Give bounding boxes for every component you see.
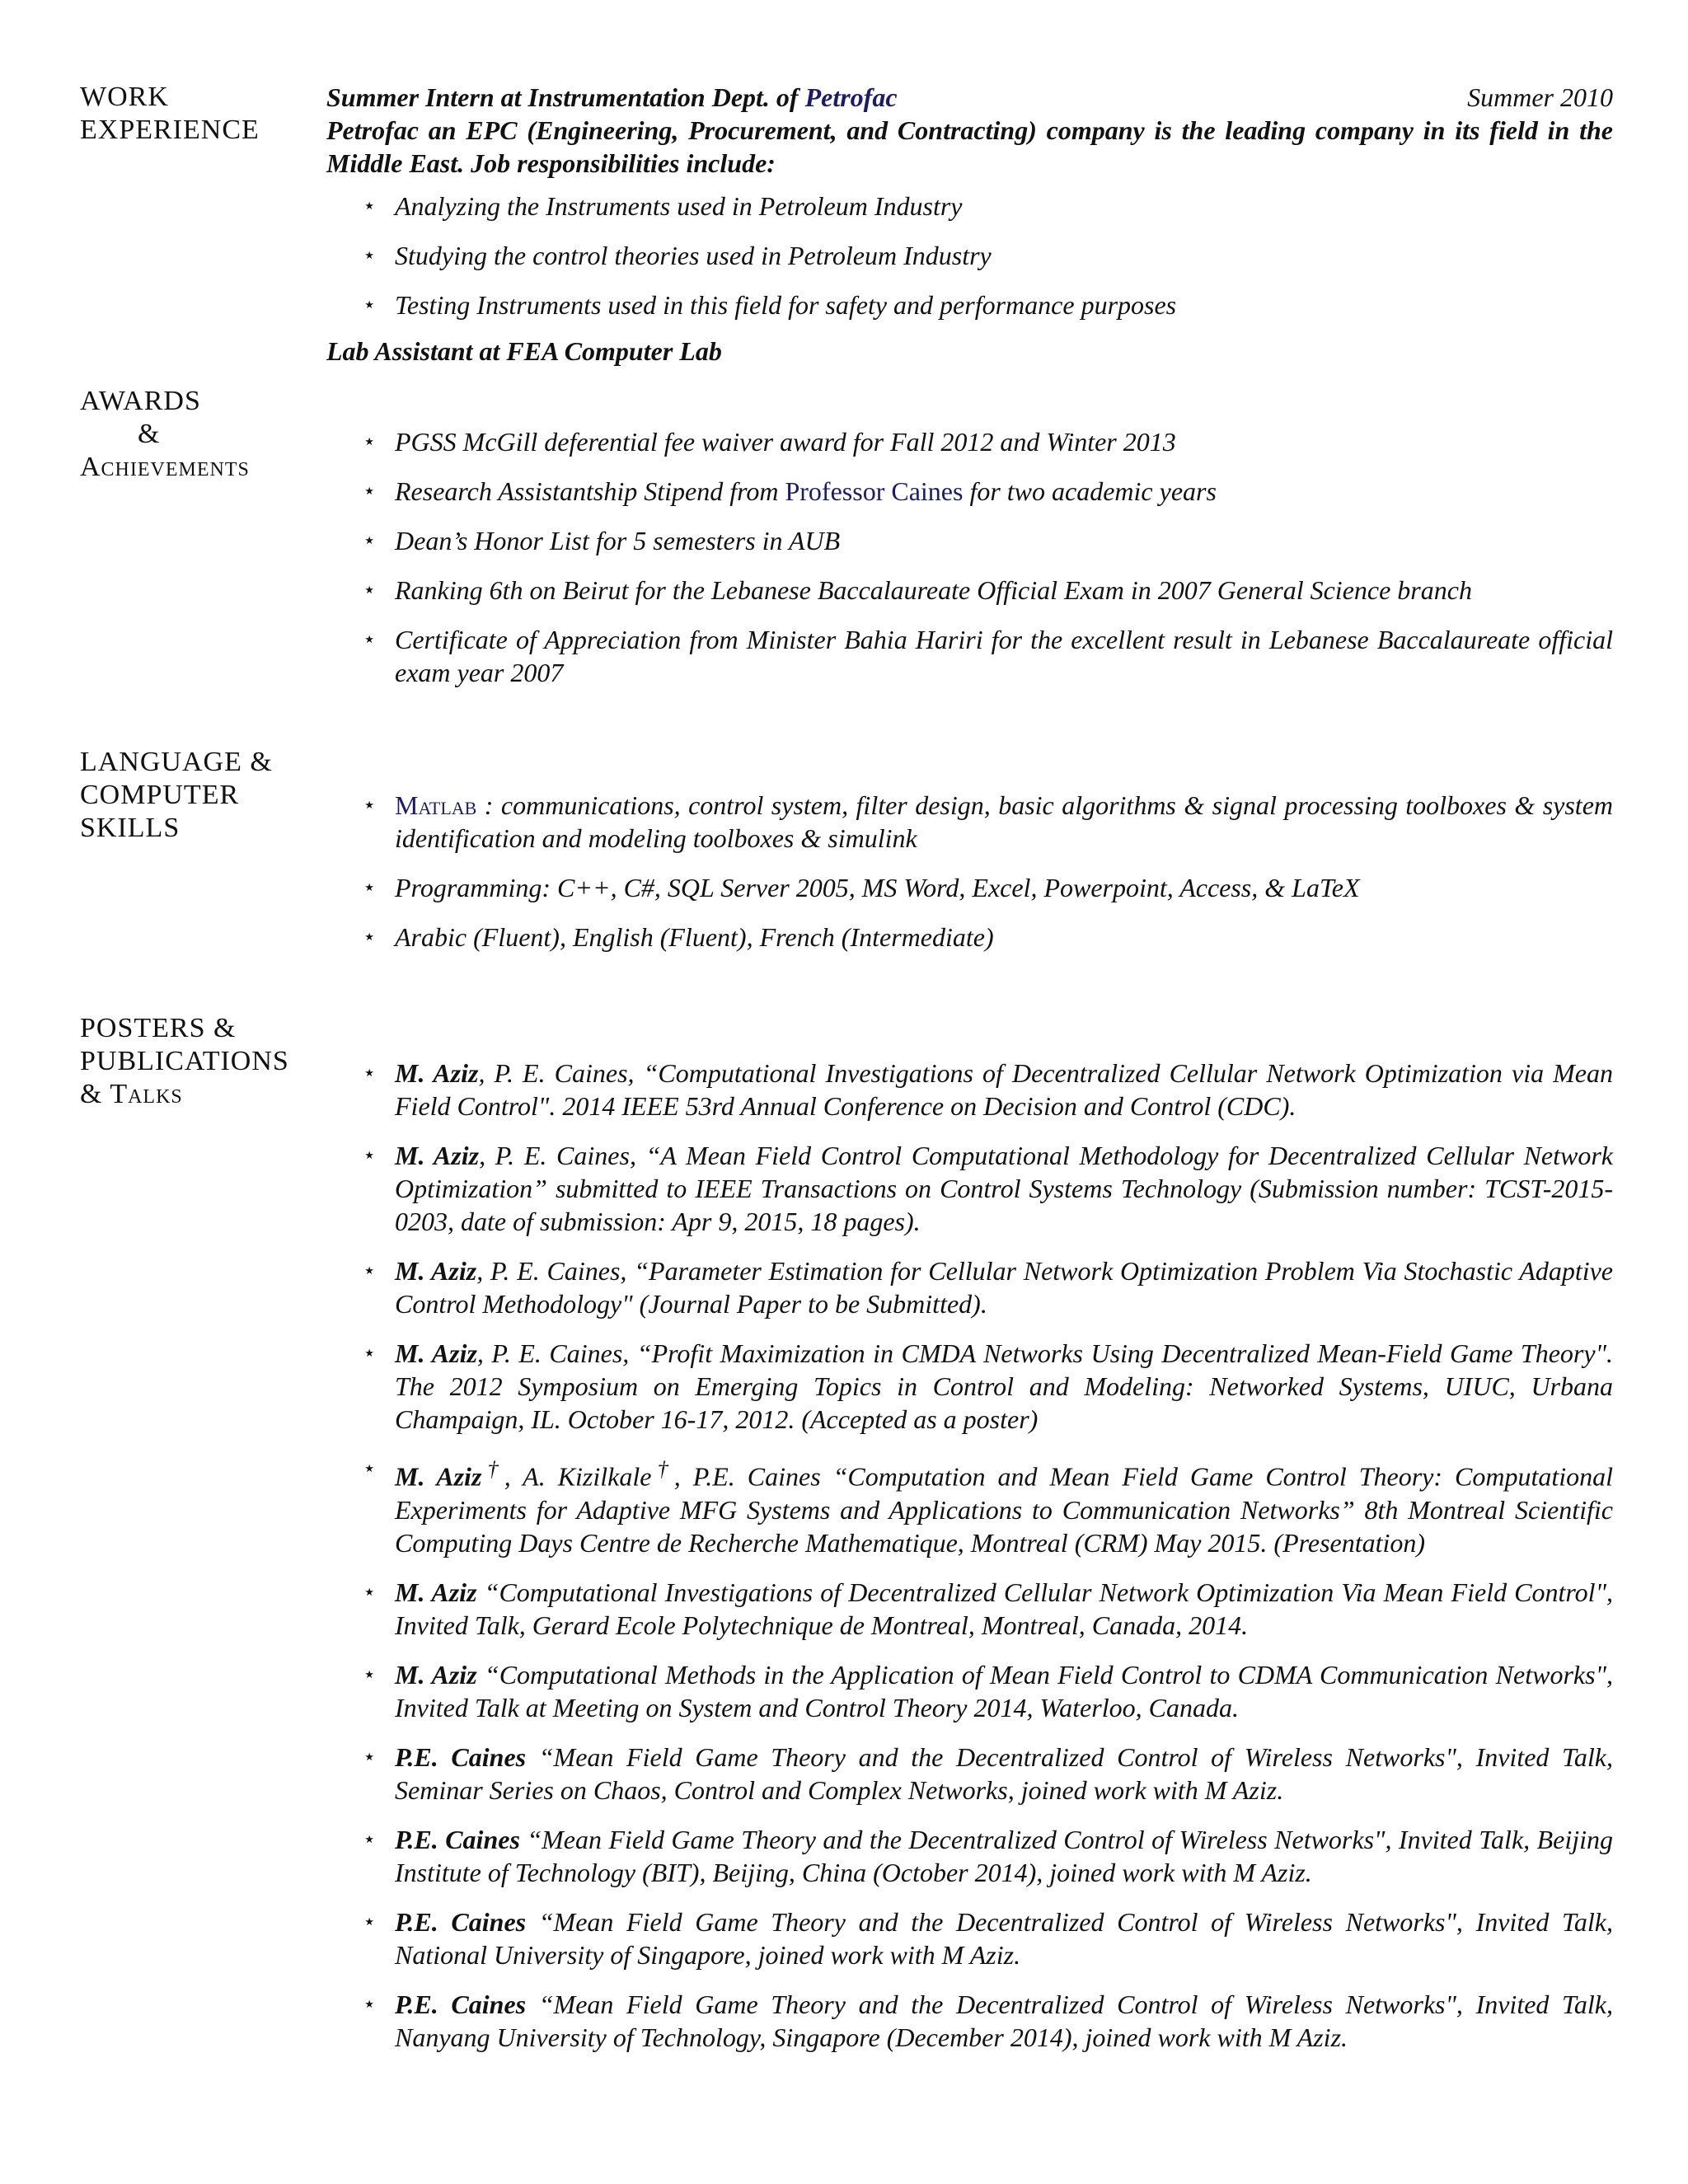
item-text: “Computational Investigations of Decentralized Cellular Network Optimization Via Mean Field Control", Invited Talk, Gerard Ecole Polytechnique de Montreal, Montreal, Canada, 2014. (395, 1577, 1614, 1640)
star-icon: ⋆ (363, 1061, 377, 1085)
star-icon: ⋆ (363, 243, 377, 267)
list-item (326, 1139, 1613, 1238)
label-line: & Talks (80, 1079, 183, 1109)
list-item (326, 1057, 1613, 1122)
list-item (326, 288, 1613, 321)
list-item (326, 574, 1613, 607)
job-title-intern (326, 81, 1613, 114)
list-item (326, 1576, 1613, 1642)
list-item (326, 1905, 1613, 1971)
item-text: “Mean Field Game Theory and the Decentralized Control of Wireless Networks", Invited Talk, Seminar Series on Chaos, Control and Complex Networks, joined work with M Aziz. (395, 1741, 1614, 1805)
dagger-mark: † (651, 1456, 674, 1481)
author-name: M. Aziz (395, 1141, 480, 1170)
publications-label (80, 1012, 319, 1111)
star-icon: ⋆ (363, 1143, 377, 1167)
label-line: COMPUTER (80, 780, 240, 810)
label-line: & (138, 419, 161, 449)
star-icon: ⋆ (363, 925, 377, 949)
skills-body (326, 789, 1613, 970)
list-item (326, 789, 1613, 855)
list-item (326, 921, 1613, 954)
star-icon: ⋆ (363, 1258, 377, 1282)
item-text: , A. Kizilkale (504, 1461, 652, 1492)
author-name: M. Aziz (395, 1461, 482, 1492)
job-title-text: Summer Intern at Instrumentation Dept. of (326, 82, 805, 112)
star-icon: ⋆ (363, 1341, 377, 1365)
item-text: : communications, control system, filter design, basic algorithms & signal processing toolboxes & system identification and modeling toolboxes & simulink (395, 790, 1613, 853)
label-line: LANGUAGE & (80, 747, 273, 777)
professor-caines-link[interactable]: Professor Caines (785, 476, 964, 506)
star-icon: ⋆ (363, 1744, 377, 1769)
item-text: , P. E. Caines, “Parameter Estimation for Cellular Network Optimization Problem Via Stochastic Adaptive Control Methodology" (Journal Paper to be Submitted). (395, 1256, 1614, 1319)
item-text: Analyzing the Instruments used in Petroleum Industry (395, 191, 963, 221)
label-line: AWARDS (80, 386, 201, 416)
label-line: Achievements (80, 452, 250, 482)
star-icon: ⋆ (363, 793, 377, 817)
item-text: Dean’s Honor List for 5 semesters in AUB (395, 526, 841, 555)
skills-list (326, 789, 1613, 954)
author-name: M. Aziz (395, 1659, 477, 1690)
list-item (326, 1452, 1613, 1559)
star-icon: ⋆ (363, 1909, 377, 1933)
job-responsibilities (326, 190, 1613, 321)
list-item (326, 623, 1613, 689)
author-name: M. Aziz (395, 1577, 477, 1607)
list-item (326, 239, 1613, 272)
star-icon: ⋆ (363, 578, 377, 602)
star-icon: ⋆ (363, 1456, 377, 1480)
author-name: P.E. Caines (395, 1989, 527, 2019)
publications-list (326, 1057, 1613, 2054)
list-item (326, 1741, 1613, 1807)
item-text: Testing Instruments used in this field for safety and performance purposes (395, 290, 1177, 320)
item-text: Certificate of Appreciation from Minister Bahia Hariri for the excellent result in Lebanese Baccalaureate official exam year 2007 (395, 625, 1613, 687)
author-name: M. Aziz (395, 1338, 477, 1368)
dagger-mark: † (481, 1456, 504, 1481)
job-date: Summer 2010 (1467, 82, 1613, 112)
star-icon: ⋆ (363, 627, 377, 651)
awards-label (80, 385, 319, 484)
label-line: WORK (80, 82, 169, 112)
item-text: Ranking 6th on Beirut for the Lebanese Baccalaureate Official Exam in 2007 General Science branch (395, 575, 1472, 605)
list-item (326, 1823, 1613, 1889)
item-text: Research Assistantship Stipend from (395, 476, 785, 506)
item-text: , P.E. Caines “Computation and Mean Field Game Control Theory: Computational Experiments for Adaptive MFG Systems and Applications to Communication Networks” 8th Montreal Scientific Computing Days Centre de Recherche Mathematique, Montreal (CRM) May 2015. (Presentation) (395, 1461, 1614, 1558)
matlab-link[interactable]: Matlab (395, 790, 477, 820)
list-item (326, 1337, 1613, 1436)
star-icon: ⋆ (363, 1579, 377, 1604)
author-name: P.E. Caines (395, 1906, 527, 1937)
item-text: Programming: C++, C#, SQL Server 2005, MS Word, Excel, Powerpoint, Access, & LaTeX (395, 873, 1360, 902)
work-experience-label (80, 81, 319, 147)
item-text: “Mean Field Game Theory and the Decentralized Control of Wireless Networks", Invited Talk, Beijing Institute of Technology (BIT), Beijing, China (October 2014), joined work with M Aziz. (395, 1824, 1614, 1887)
list-item (326, 1658, 1613, 1724)
item-text: , P. E. Caines, “A Mean Field Control Computational Methodology for Decentralized Cellular Network Optimization” submitted to IEEE Transactions on Control Systems Technology (Submission number: TCST-2015-0203, date of submission: Apr 9, 2015, 18 pages). (395, 1141, 1614, 1236)
author-name: P.E. Caines (395, 1824, 520, 1854)
star-icon: ⋆ (363, 194, 377, 218)
awards-list (326, 425, 1613, 689)
label-line: EXPERIENCE (80, 115, 260, 145)
star-icon: ⋆ (363, 1826, 377, 1851)
label-line: PUBLICATIONS (80, 1046, 289, 1076)
star-icon: ⋆ (363, 293, 377, 316)
list-item (326, 475, 1613, 508)
company-link[interactable]: Petrofac (804, 82, 898, 112)
item-text: , P. E. Caines, “Profit Maximization in CMDA Networks Using Decentralized Mean-Field Game Theory". The 2012 Symposium on Emerging Topics in Control and Modeling: Networked Systems, UIUC, Urbana Champaign, IL. October 16-17, 2012. (Accepted as a poster) (395, 1338, 1614, 1434)
list-item (326, 1254, 1613, 1320)
star-icon: ⋆ (363, 1991, 377, 2016)
item-text: PGSS McGill deferential fee waiver award for Fall 2012 and Winter 2013 (395, 427, 1176, 457)
list-item (326, 425, 1613, 458)
list-item (326, 871, 1613, 904)
item-text: Arabic (Fluent), English (Fluent), French (Intermediate) (395, 922, 994, 952)
list-item (326, 524, 1613, 557)
star-icon: ⋆ (363, 479, 377, 503)
author-name: P.E. Caines (395, 1741, 527, 1772)
work-experience-body (326, 81, 1613, 368)
star-icon: ⋆ (363, 528, 377, 552)
label-line: SKILLS (80, 813, 181, 843)
star-icon: ⋆ (363, 1661, 377, 1686)
star-icon: ⋆ (363, 875, 377, 899)
list-item (326, 190, 1613, 223)
star-icon: ⋆ (363, 429, 377, 453)
item-text: “Mean Field Game Theory and the Decentralized Control of Wireless Networks", Invited Talk, National University of Singapore, joined work with M Aziz. (395, 1906, 1614, 1970)
skills-label (80, 746, 319, 845)
job-description: Petrofac an EPC (Engineering, Procurement, and Contracting) company is the leading company in its field in the Middle East. Job responsibilities include: (326, 115, 1613, 178)
item-text: , P. E. Caines, “Computational Investigations of Decentralized Cellular Network Optimization via Mean Field Control". 2014 IEEE 53rd Annual Conference on Decision and Control (CDC). (395, 1058, 1613, 1121)
job-title-lab-assistant: Lab Assistant at FEA Computer Lab (326, 336, 722, 366)
item-text: for two academic years (963, 476, 1217, 506)
label-line: POSTERS & (80, 1013, 237, 1043)
item-text: Studying the control theories used in Petroleum Industry (395, 241, 992, 270)
list-item (326, 1988, 1613, 2054)
item-text: “Mean Field Game Theory and the Decentralized Control of Wireless Networks", Invited Talk, Nanyang University of Technology, Singapore (December 2014), joined work with M Aziz. (395, 1989, 1614, 2052)
awards-body (326, 425, 1613, 705)
author-name: M. Aziz (395, 1058, 479, 1088)
author-name: M. Aziz (395, 1256, 477, 1286)
item-text: “Computational Methods in the Application of Mean Field Control to CDMA Communication Networks", Invited Talk at Meeting on System and Control Theory 2014, Waterloo, Canada. (395, 1659, 1614, 1722)
publications-body (326, 1057, 1613, 2070)
